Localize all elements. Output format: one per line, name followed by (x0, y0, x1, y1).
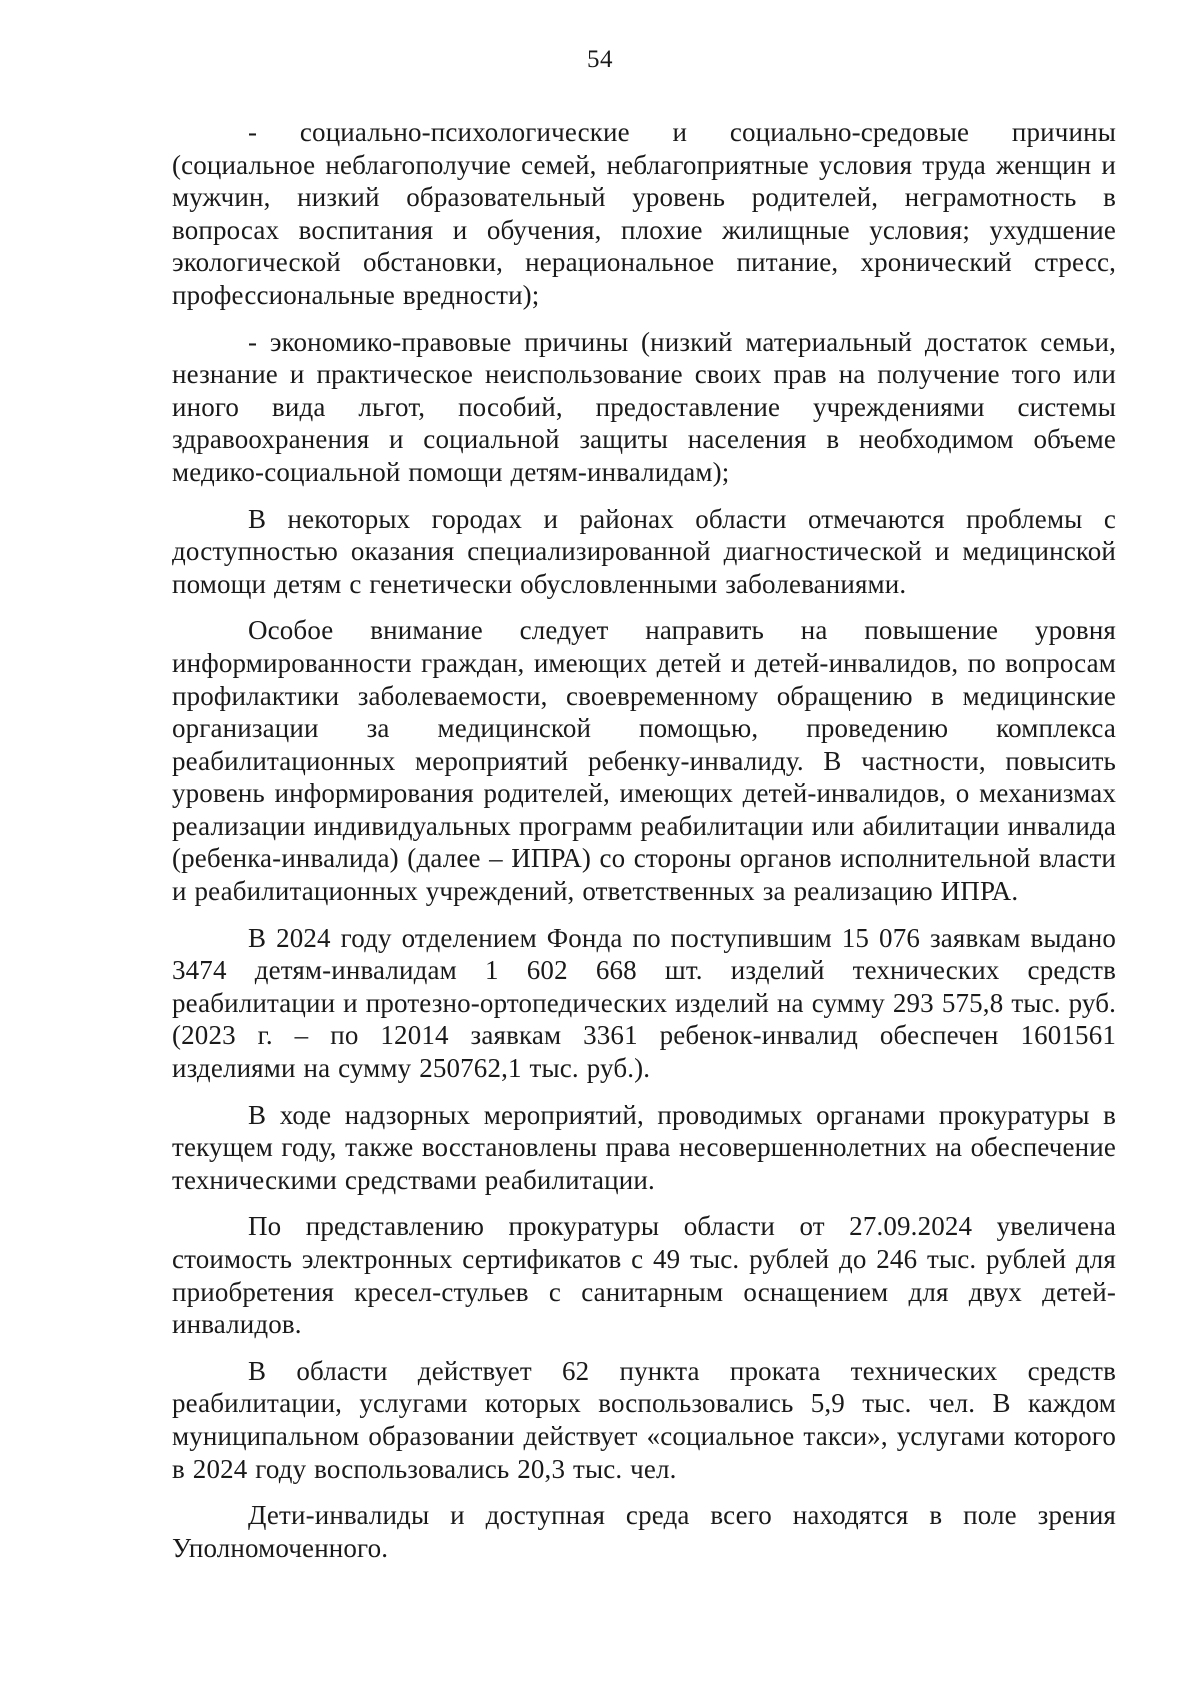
paragraph-fund-statistics-2024: В 2024 году отделением Фонда по поступившим 15 076 заявкам выдано 3474 детям-инвалидам 1 602 668 шт. изделий технических средств реабилитации и протезно-ортопедических изделий на сумму 293 575,8 тыс. руб. (2023 г. – по 12014 заявкам 3361 ребенок-инвалид обеспечен 1601561 изделиями на сумму 250762,1 тыс. руб.). (172, 922, 1116, 1084)
paragraph-ombudsman-attention: Дети-инвалиды и доступная среда всего находятся в поле зрения Уполномоченного. (172, 1500, 1116, 1563)
document-body (172, 116, 1116, 1578)
paragraph-economic-legal-causes: - экономико-правовые причины (низкий материальный достаток семьи, незнание и практическое неиспользование своих прав на получение того или иного вида льгот, пособий, предоставление учреждениями системы здравоохранения и социальной защиты населения в необходимом объеме медико-социальной помощи детям-инвалидам); (172, 326, 1116, 487)
paragraph-social-psychological-causes: - социально-психологические и социально-средовые причины (социальное неблагополучие семей, неблагоприятные условия труда женщин и мужчин, низкий образовательный уровень родителей, неграмотность в вопросах воспитания и обучения, плохие жилищные условия; ухудшение экологической обстановки, нерациональное питание, хронический стресс, профессиональные вредности); (172, 117, 1116, 310)
paragraph-prosecutor-oversight: В ходе надзорных мероприятий, проводимых органами прокуратуры в текущем году, также восстановлены права несовершеннолетних на обеспечение техническими средствами реабилитации. (172, 1099, 1116, 1195)
page-number: 54 (587, 46, 613, 73)
paragraph-rental-points-social-taxi: В области действует 62 пункта проката технических средств реабилитации, услугами которых воспользовались 5,9 тыс. чел. В каждом муниципальном образовании действует «социальное такси», услугами которого в 2024 году воспользовались 20,3 тыс. чел. (172, 1355, 1116, 1484)
paragraph-informing-citizens: Особое внимание следует направить на повышение уровня информированности граждан, имеющих детей и детей-инвалидов, по вопросам профилактики заболеваемости, своевременному обращению в медицинские организации за медицинской помощью, проведению комплекса реабилитационных мероприятий ребенку-инвалиду. В частности, повысить уровень информирования родителей, имеющих детей-инвалидов, о механизмах реализации индивидуальных программ реабилитации или абилитации инвалида (ребенка-инвалида) (далее – ИПРА) со стороны органов исполнительной власти и реабилитационных учреждений, ответственных за реализацию ИПРА. (172, 615, 1116, 907)
paragraph-electronic-certificates: По представлению прокуратуры области от 27.09.2024 увеличена стоимость электронных сертификатов с 49 тыс. рублей до 246 тыс. рублей для приобретения кресел-стульев с санитарным оснащением для двух детей-инвалидов. (172, 1211, 1116, 1340)
paragraph-diagnostic-access-problems: В некоторых городах и районах области отмечаются проблемы с доступностью оказания специализированной диагностической и медицинской помощи детям с генетически обусловленными заболеваниями. (172, 503, 1116, 599)
